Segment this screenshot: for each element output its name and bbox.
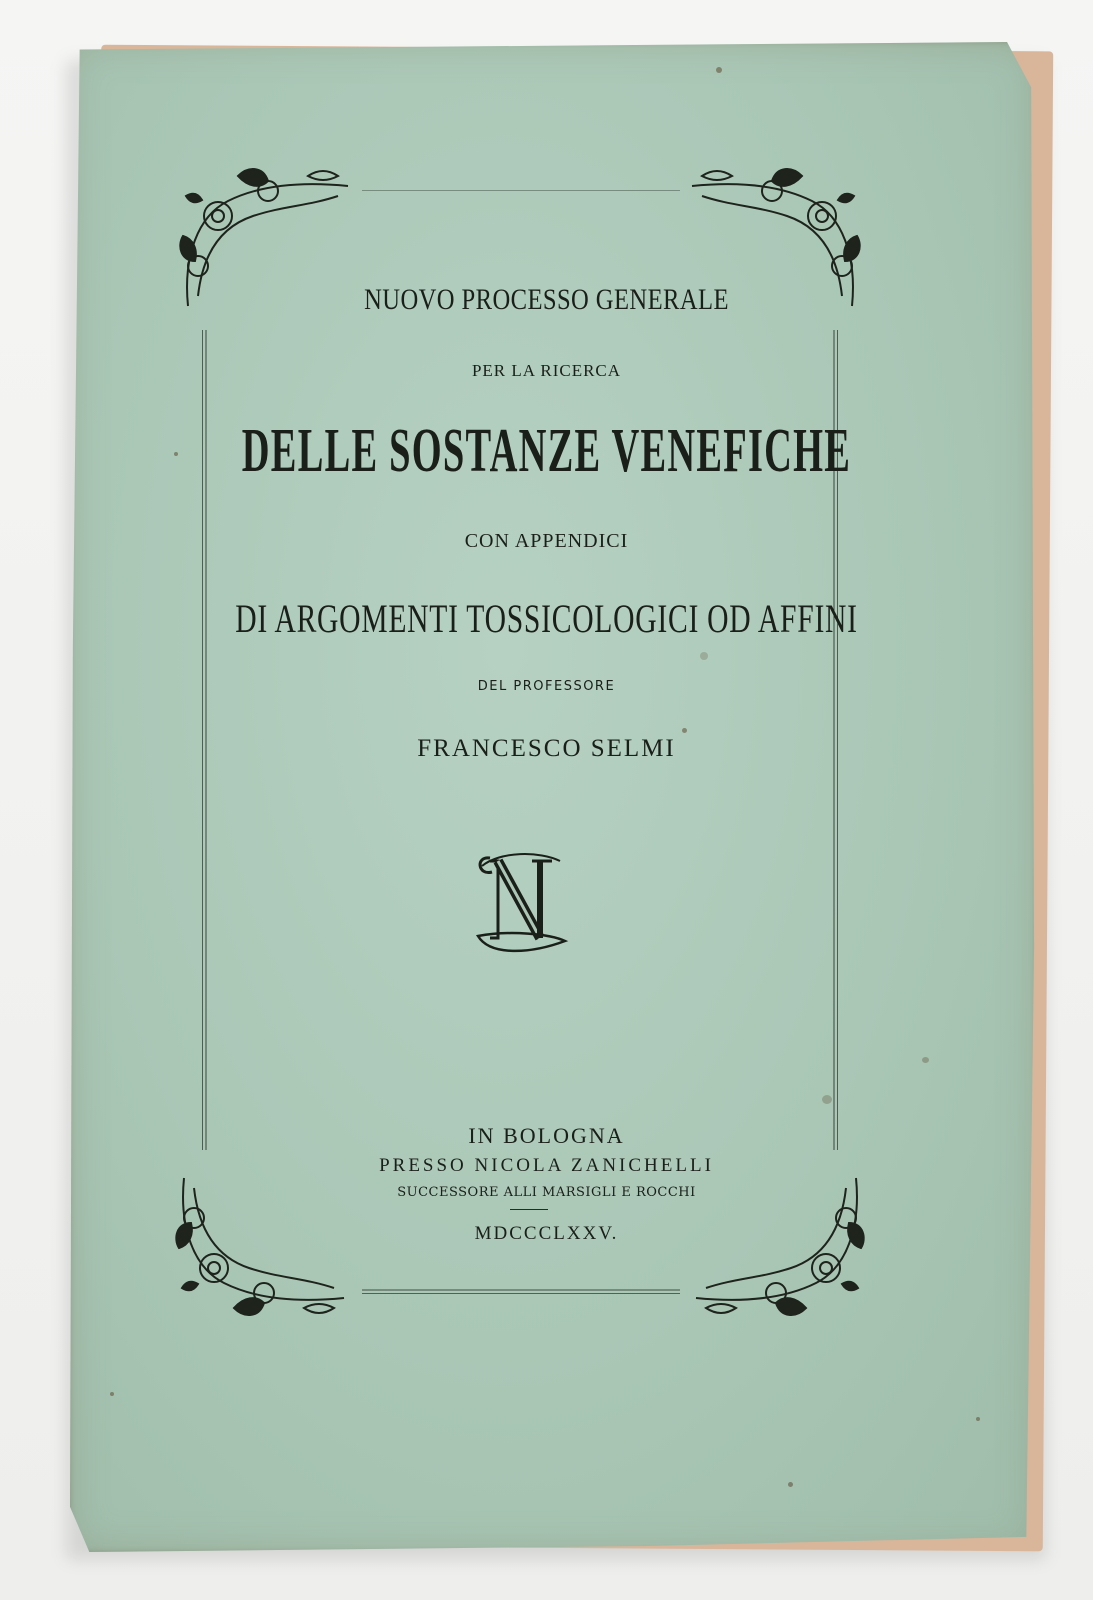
imprint-successor: SUCCESSORE ALLI MARSIGLI E ROCCHI xyxy=(397,1185,696,1200)
foxing-spot xyxy=(174,452,178,456)
title-line-1: NUOVO PROCESSO GENERALE xyxy=(364,283,729,316)
imprint-publisher: PRESSO NICOLA ZANICHELLI xyxy=(379,1155,714,1176)
title-line-2: PER LA RICERCA xyxy=(471,361,622,380)
foxing-spot xyxy=(976,1417,980,1421)
title-line-4: CON APPENDICI xyxy=(464,530,629,552)
author-prefix: DEL PROFESSORE xyxy=(477,679,616,694)
main-title: DELLE SOSTANZE VENEFICHE xyxy=(241,417,852,485)
imprint-year: MDCCCLXXV. xyxy=(474,1223,619,1244)
imprint-city: IN BOLOGNA xyxy=(468,1123,625,1148)
foxing-spot xyxy=(922,1057,929,1063)
foxing-spot xyxy=(110,1392,114,1396)
subtitle: DI ARGOMENTI TOSSICOLOGICI OD AFFINI xyxy=(235,596,858,641)
foxing-spot xyxy=(788,1482,793,1487)
monogram-n-icon xyxy=(470,846,570,956)
imprint-divider xyxy=(510,1209,548,1210)
author-name: FRANCESCO SELMI xyxy=(417,735,676,762)
foxing-spot xyxy=(716,67,722,73)
